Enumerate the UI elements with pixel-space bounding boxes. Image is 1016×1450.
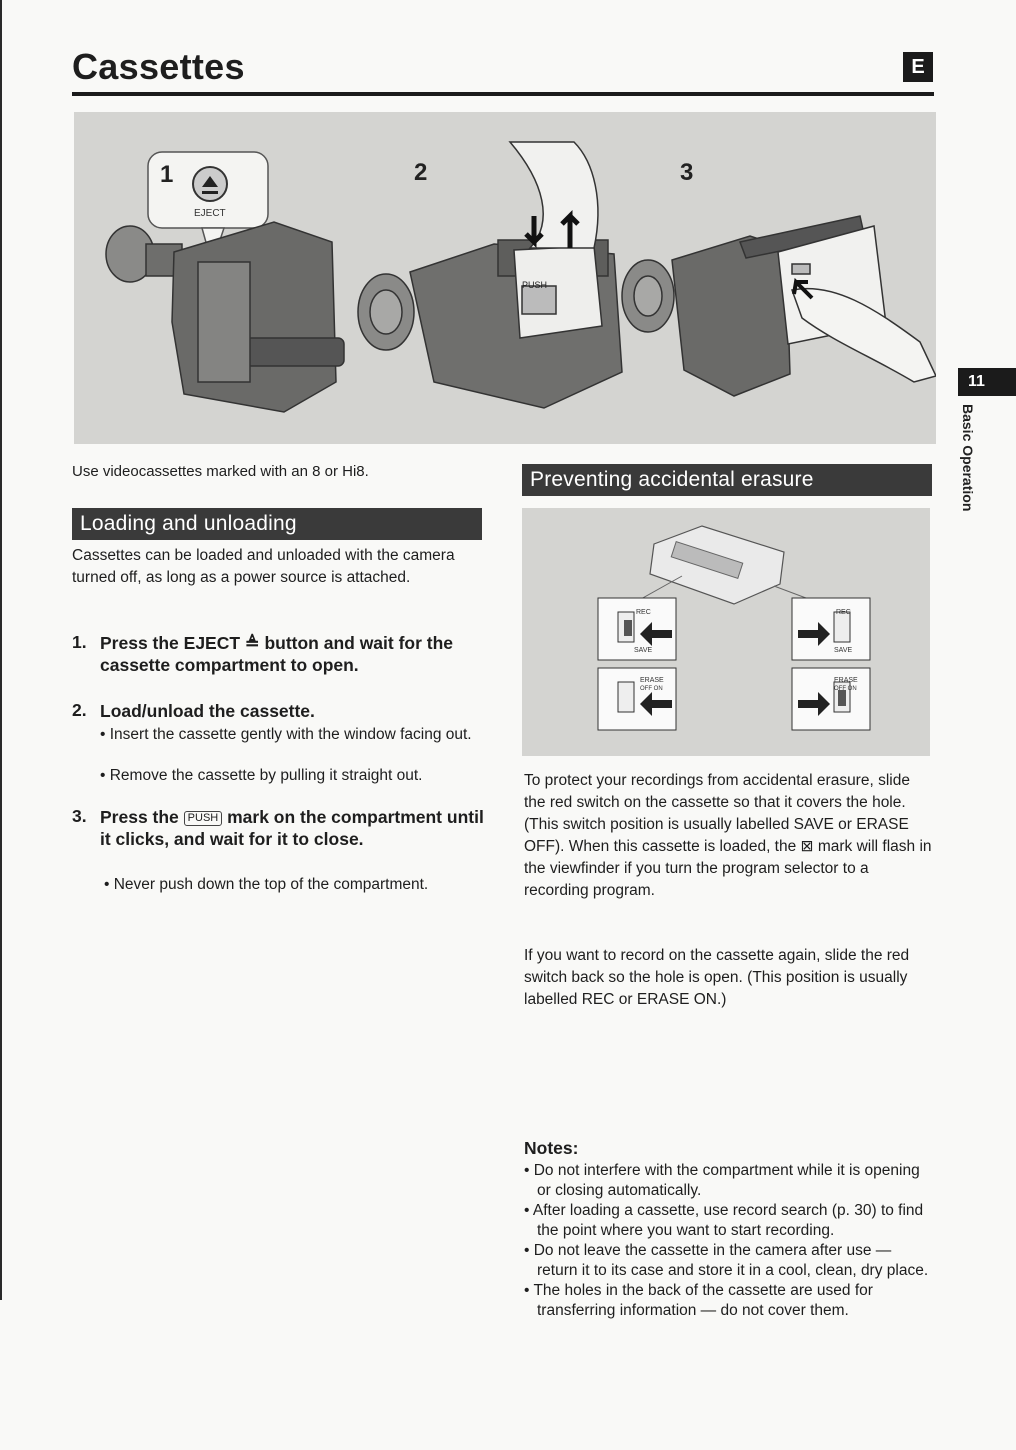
step1-number: 1 — [160, 161, 174, 188]
note-item: • The holes in the back of the cassette are used for transferring information — do not cover them. — [524, 1282, 873, 1319]
camcorder-step3 — [622, 216, 936, 396]
offon-label-right: OFF ON — [834, 686, 857, 692]
step3-text — [100, 806, 485, 850]
language-badge: E — [903, 52, 933, 82]
save-label-right: SAVE — [834, 647, 853, 654]
step2-bullet-1: • Insert the cassette gently with the window facing out. — [100, 726, 472, 743]
cassette-switch-drawing — [522, 508, 930, 756]
cassette-loading-illustration — [74, 112, 936, 444]
scan-edge — [0, 0, 2, 1300]
erasure-paragraph-2: If you want to record on the cassette again, slide the red switch back so the hole is open. (This position is usually labelled REC or ERASE ON.) — [524, 947, 910, 1008]
page-title: Cassettes — [72, 46, 245, 87]
step3-pre: Press the — [100, 807, 179, 827]
title-rule — [72, 92, 934, 96]
rec-label-right: REC — [836, 609, 851, 616]
erase-label-right: ERASE — [834, 677, 858, 684]
erase-label-left: ERASE — [640, 677, 664, 684]
camcorder-step2 — [358, 142, 622, 408]
eject-label: EJECT — [194, 208, 226, 219]
loading-paragraph: Cassettes can be loaded and unloaded with the camera turned off, as long as a power source is attached. — [72, 547, 455, 586]
note-item: • After loading a cassette, use record search (p. 30) to find the point where you want to start recording. — [524, 1202, 924, 1239]
camcorder-step1 — [106, 222, 344, 412]
erasure-paragraph-1: To protect your recordings from accidental erasure, slide the red switch on the cassette so that it covers the hole. (This switch position is usually labelled SAVE or ERASE OFF). When this cassette is loaded, the ⊠ mark will flash in the viewfinder if you turn the program selector to a recording program. — [524, 772, 932, 899]
note-item: • Do not interfere with the compartment while it is opening or closing automatically. — [524, 1162, 920, 1199]
notes-list — [524, 1161, 934, 1321]
step3-bullet-1: • Never push down the top of the compartment. — [104, 876, 429, 893]
push-mark-icon: PUSH — [184, 811, 223, 826]
step3-post: mark on the compartment until it clicks, and wait for it to close. — [100, 807, 484, 849]
chapter-tab: 11 — [958, 368, 1016, 396]
step1-text: Press the EJECT ≜ button and wait for the cassette compartment to open. — [100, 633, 454, 675]
step2-text: Load/unload the cassette. — [100, 701, 315, 721]
step2-bullet-2: • Remove the cassette by pulling it straight out. — [100, 767, 423, 784]
insert-arrow-down-icon — [526, 216, 542, 242]
step1-num: 1. — [72, 632, 87, 652]
erasure-heading: Preventing accidental erasure — [522, 464, 932, 496]
erasure-tab-illustration — [522, 508, 930, 756]
intro-text: Use videocassettes marked with an 8 or Hi8. — [72, 463, 369, 480]
chapter-label — [950, 404, 986, 534]
push-mark: PUSH — [522, 280, 548, 290]
save-label-left: SAVE — [634, 647, 653, 654]
step2-num: 2. — [72, 700, 87, 720]
camcorder-steps-drawing — [74, 112, 936, 444]
step2-number: 2 — [414, 159, 428, 186]
step3-num: 3. — [72, 806, 87, 826]
loading-heading: Loading and unloading — [72, 508, 482, 540]
notes-heading: Notes: — [524, 1138, 579, 1158]
note-item: • Do not leave the cassette in the camera after use — return it to its case and store it in a cool, clean, dry place. — [524, 1242, 929, 1279]
rec-label-left: REC — [636, 609, 651, 616]
offon-label-left: OFF ON — [640, 686, 663, 692]
chapter-label-text: Basic Operation — [960, 404, 976, 512]
left-switch-panels — [598, 598, 676, 730]
step3-number: 3 — [680, 159, 694, 186]
right-switch-panels — [792, 598, 870, 730]
